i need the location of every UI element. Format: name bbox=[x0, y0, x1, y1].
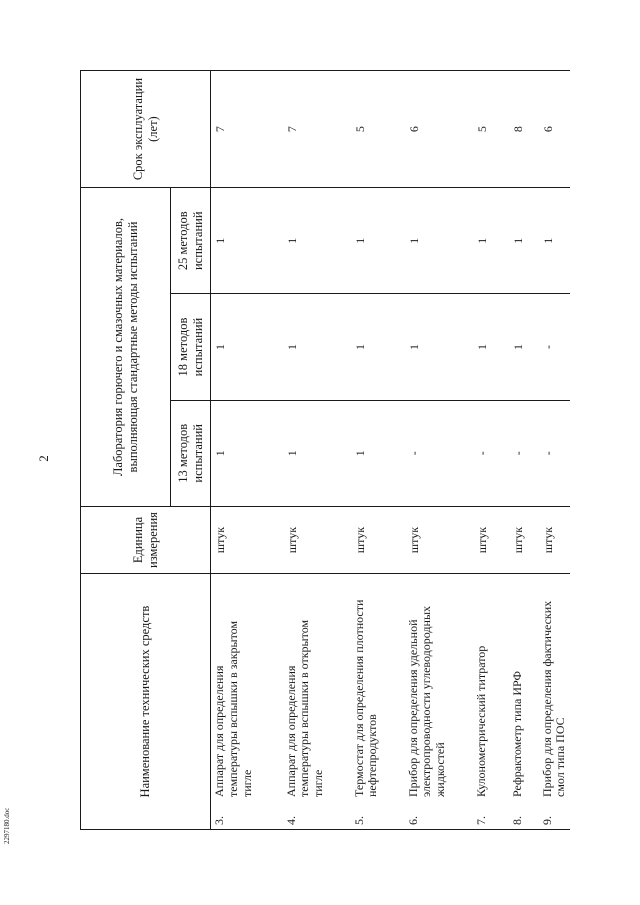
row-name: Прибор для определения фактических смол типа ПОС bbox=[539, 600, 568, 797]
row-life: 5 bbox=[473, 71, 509, 188]
row-13: - bbox=[509, 400, 539, 506]
row-name-cell bbox=[473, 574, 509, 830]
row-number: 8. bbox=[509, 816, 524, 825]
row-13: - bbox=[539, 400, 571, 506]
row-number: 9. bbox=[539, 816, 554, 825]
row-life: 6 bbox=[405, 71, 473, 188]
row-13: 1 bbox=[283, 400, 351, 506]
table-row bbox=[405, 71, 473, 830]
row-number: 7. bbox=[473, 816, 488, 825]
row-name-cell bbox=[351, 574, 405, 830]
row-name-cell bbox=[211, 574, 283, 830]
table-row bbox=[211, 71, 283, 830]
table-row bbox=[283, 71, 351, 830]
header-life: Срок эксплуатации (лет) bbox=[81, 71, 211, 188]
row-25: 1 bbox=[351, 188, 405, 294]
row-name: Прибор для определения удельной электропроводности углеводородных жидкостей bbox=[405, 605, 448, 797]
row-unit: штук bbox=[351, 506, 405, 573]
row-number: 4. bbox=[283, 816, 298, 825]
row-25: 1 bbox=[405, 188, 473, 294]
header-lab: Лаборатория горючего и смазочных материалов, выполняющая стандартные методы испытаний bbox=[81, 188, 171, 507]
row-life: 7 bbox=[211, 71, 283, 188]
row-life: 6 bbox=[539, 71, 571, 188]
row-name-cell bbox=[539, 574, 571, 830]
table-row bbox=[509, 71, 539, 830]
header-name: Наименование технических средств bbox=[81, 574, 211, 830]
page-number: 2 bbox=[35, 455, 51, 462]
row-13: 1 bbox=[351, 400, 405, 506]
row-number: 6. bbox=[405, 816, 420, 825]
row-18: 1 bbox=[509, 294, 539, 400]
row-name: Термостат для определения плотности нефтепродуктов bbox=[351, 599, 380, 797]
row-name: Аппарат для определения температуры вспышки в открытом тигле bbox=[283, 619, 326, 797]
row-unit: штук bbox=[473, 506, 509, 573]
row-name: Кулонометрический титратор bbox=[473, 645, 488, 797]
row-25: 1 bbox=[509, 188, 539, 294]
row-18: 1 bbox=[473, 294, 509, 400]
header-18-methods: 18 методов испытаний bbox=[171, 294, 211, 400]
row-25: 1 bbox=[211, 188, 283, 294]
row-25: 1 bbox=[539, 188, 571, 294]
row-unit: штук bbox=[539, 506, 571, 573]
header-13-methods: 13 методов испытаний bbox=[171, 400, 211, 506]
row-unit: штук bbox=[405, 506, 473, 573]
row-18: - bbox=[539, 294, 571, 400]
row-number: 3. bbox=[212, 816, 226, 825]
header-25-methods: 25 методов испытаний bbox=[171, 188, 211, 294]
row-13: - bbox=[473, 400, 509, 506]
row-25: 1 bbox=[283, 188, 351, 294]
rotated-table-container bbox=[80, 70, 568, 830]
row-life: 8 bbox=[509, 71, 539, 188]
row-name-cell bbox=[509, 574, 539, 830]
row-18: 1 bbox=[351, 294, 405, 400]
row-18: 1 bbox=[211, 294, 283, 400]
equipment-table bbox=[80, 70, 570, 830]
table-row bbox=[473, 71, 509, 830]
row-unit: штук bbox=[211, 506, 283, 573]
row-25: 1 bbox=[473, 188, 509, 294]
row-name-cell bbox=[283, 574, 351, 830]
row-name: Рефрактометр типа ИРФ bbox=[509, 671, 524, 797]
row-18: 1 bbox=[405, 294, 473, 400]
row-name: Аппарат для определения температуры вспышки в закрытом тигле bbox=[212, 620, 254, 797]
row-13: 1 bbox=[211, 400, 283, 506]
row-unit: штук bbox=[509, 506, 539, 573]
table-row bbox=[351, 71, 405, 830]
footer-doc-code: 2297180.doc bbox=[3, 807, 11, 844]
header-unit: Единица измерения bbox=[81, 506, 211, 573]
row-name-cell bbox=[405, 574, 473, 830]
row-unit: штук bbox=[283, 506, 351, 573]
row-13: - bbox=[405, 400, 473, 506]
table-row bbox=[539, 71, 571, 830]
row-life: 5 bbox=[351, 71, 405, 188]
row-number: 5. bbox=[351, 816, 366, 825]
row-18: 1 bbox=[283, 294, 351, 400]
row-life: 7 bbox=[283, 71, 351, 188]
